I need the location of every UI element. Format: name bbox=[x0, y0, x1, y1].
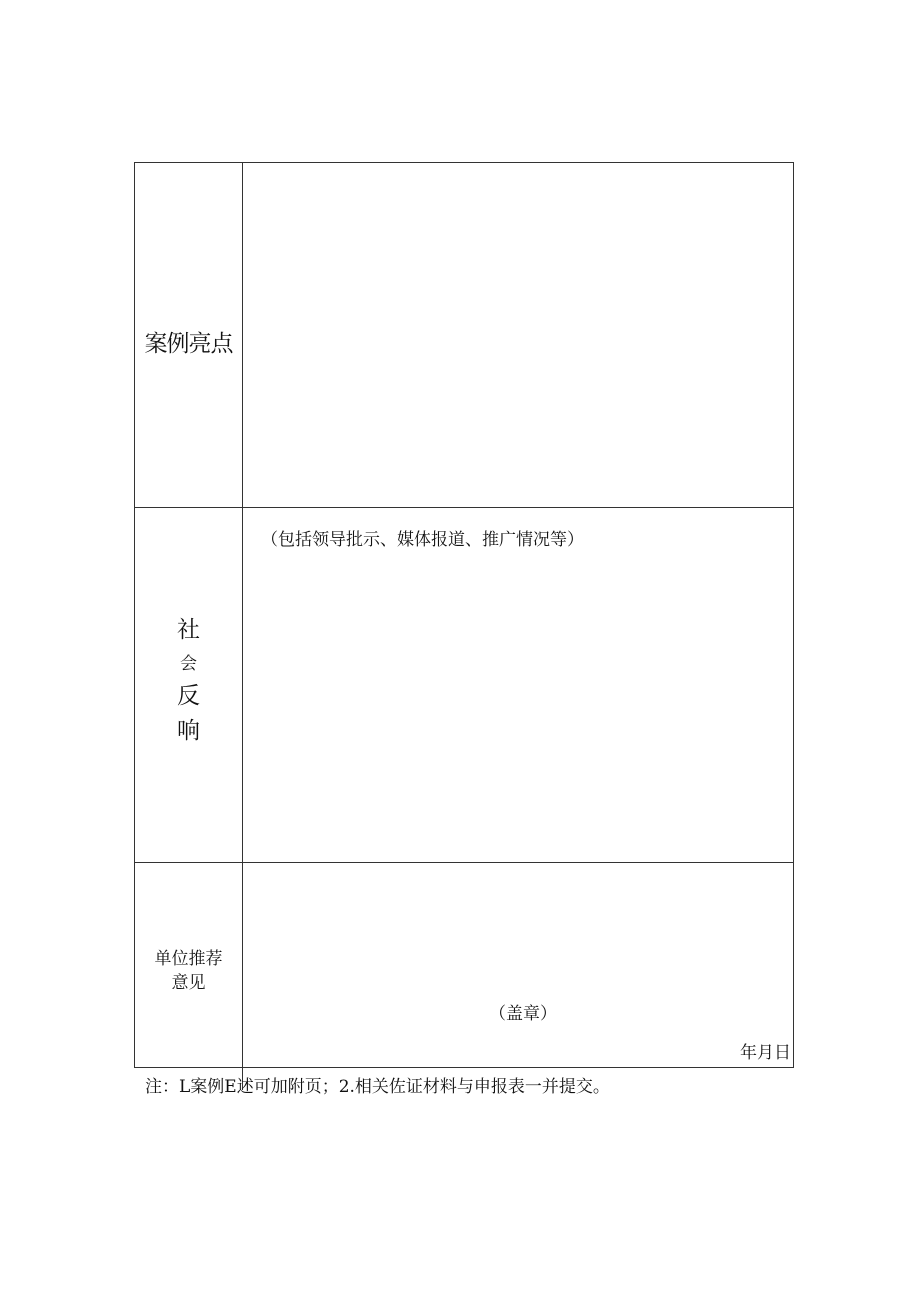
social-response-label-char: 反 bbox=[177, 683, 200, 709]
footnote: 注：L案例E述可加附页；2.相关佐证材料与申报表一并提交。 bbox=[145, 1077, 610, 1097]
social-response-content-cell[interactable] bbox=[243, 508, 793, 862]
case-highlights-content-cell[interactable] bbox=[243, 163, 793, 507]
social-response-label-cell bbox=[135, 508, 243, 862]
stamp-placeholder: （盖章） bbox=[489, 1004, 557, 1024]
case-highlights-row bbox=[135, 163, 793, 507]
social-response-row bbox=[135, 507, 793, 862]
unit-opinion-content-cell[interactable] bbox=[243, 863, 793, 1067]
social-response-label-char: 社 bbox=[177, 617, 200, 643]
unit-opinion-label bbox=[135, 947, 242, 995]
social-response-label bbox=[135, 619, 242, 743]
case-highlights-label: 案例亮点 bbox=[144, 331, 233, 357]
social-response-label-char: 会 bbox=[180, 654, 197, 674]
unit-opinion-label-cell bbox=[135, 863, 243, 1067]
unit-opinion-row bbox=[135, 862, 793, 1067]
case-highlights-label-cell bbox=[135, 163, 243, 507]
unit-opinion-label-line: 意见 bbox=[171, 973, 206, 993]
social-response-label-char: 响 bbox=[177, 718, 200, 744]
application-form-table bbox=[134, 162, 794, 1068]
date-placeholder: 年月日 bbox=[740, 1043, 791, 1063]
social-response-hint: （包括领导批示、媒体报道、推广情况等） bbox=[261, 530, 584, 550]
unit-opinion-label-line: 单位推荐 bbox=[154, 949, 223, 969]
